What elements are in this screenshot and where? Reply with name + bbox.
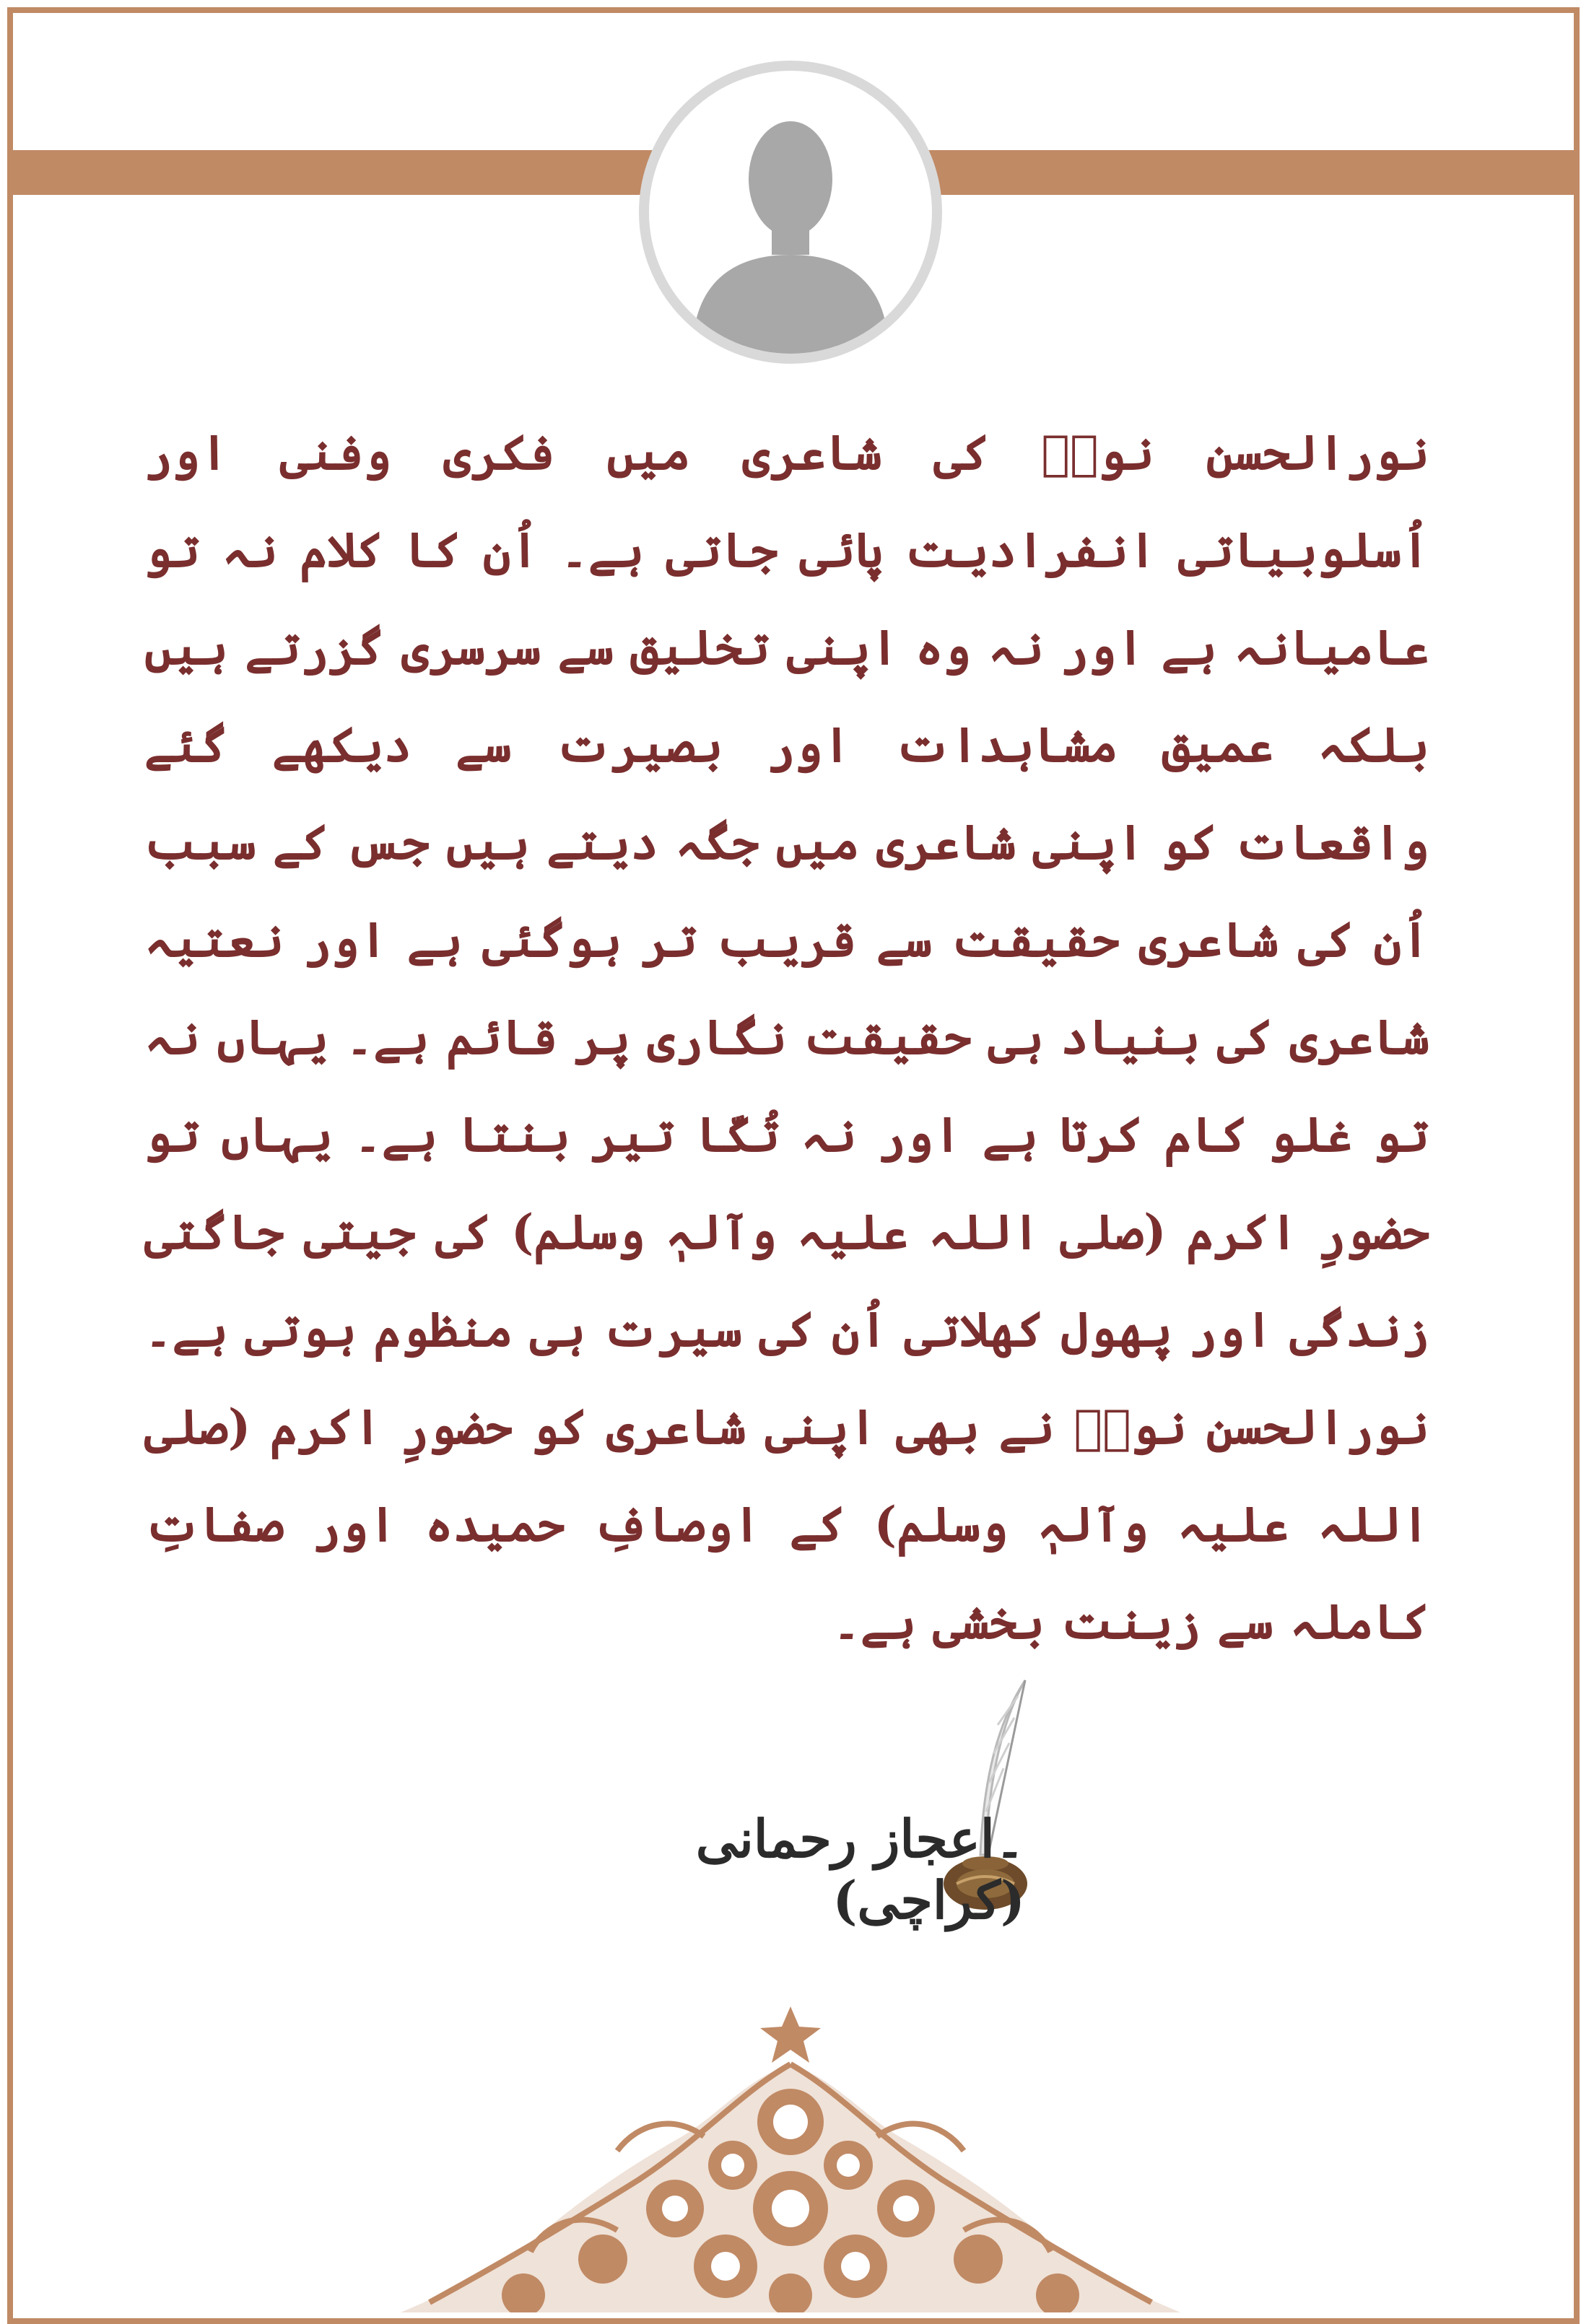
author-avatar bbox=[639, 61, 942, 364]
article-paragraph: نورالحسن نورؔ کی شاعری میں فکری وفنی اور اُسلوبیاتی انفرادیت پائی جاتی ہے۔ اُن کا کلام نہ تو عامیانہ ہے اور نہ وہ اپنی تخلیق سے سرسری گزرتے ہیں بلکہ عمیق مشاہدات اور بصیرت سے دیکھے گئے واقعات کو اپنی شاعری میں جگہ دیتے ہیں جس کے سبب اُن کی شاعری حقیقت سے قریب تر ہوگئی ہے اور نعتیہ شاعری کی بنیاد ہی حقیقت نگاری پر قائم ہے۔ یہاں نہ تو غلو کام کرتا ہے اور نہ تُکّا تیر بنتا ہے۔ یہاں تو حضورِ اکرم (صلی اللہ علیہ وآلہٖ وسلم) کی جیتی جاگتی زندگی اور پھول کھلاتی اُن کی سیرت ہی منظوم ہوتی ہے۔ نورالحسن نورؔ نے بھی اپنی شاعری کو حضورِ اکرم (صلی اللہ علیہ وآلہٖ وسلم) کے اوصافِ حمیدہ اور صفاتِ کاملہ سے زینت بخشی ہے۔ bbox=[144, 424, 1429, 1650]
floral-arabesque-ornament bbox=[401, 1992, 1180, 2312]
author-signature: ۔اعجاز رحمانی (کراچی) bbox=[695, 1808, 1025, 1931]
person-silhouette-icon bbox=[649, 71, 932, 354]
